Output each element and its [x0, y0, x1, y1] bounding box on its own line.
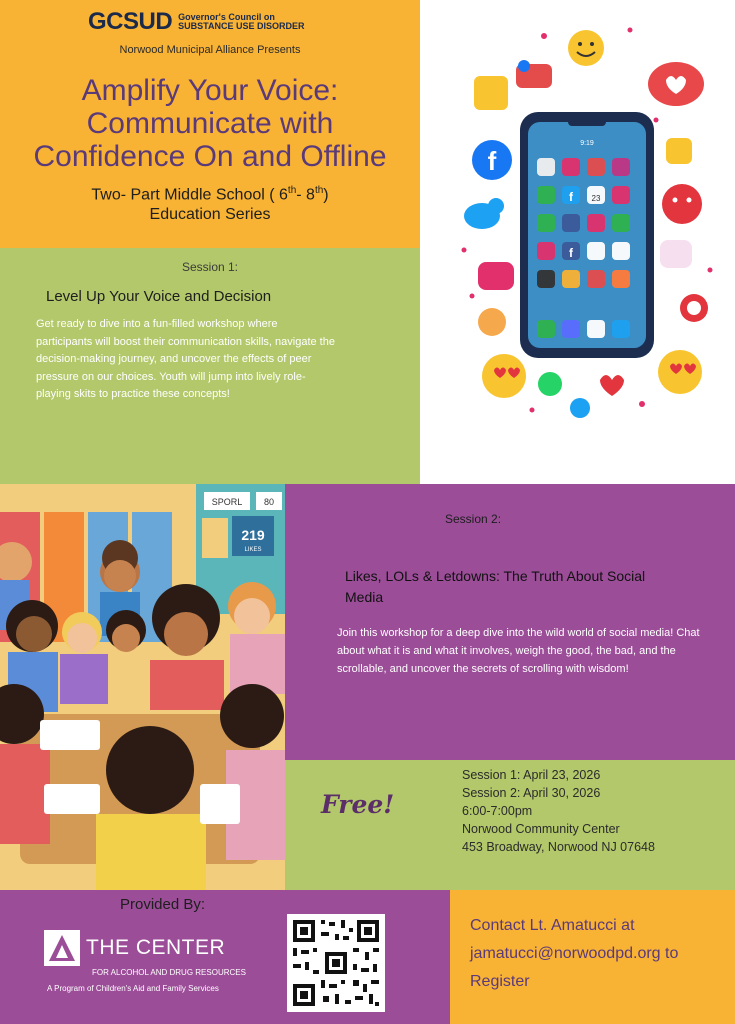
event-details-list	[462, 766, 655, 856]
qr-code[interactable]	[287, 914, 385, 1012]
target-icon	[680, 294, 708, 322]
detail-line: Session 1: April 23, 2026	[462, 768, 601, 782]
whatsapp-icon	[538, 372, 562, 396]
phone-time: 9:19	[580, 140, 594, 147]
notification-icon	[516, 60, 552, 88]
presents-text: Norwood Municipal Alliance Presents	[119, 44, 301, 56]
thumbs-up-icon	[666, 138, 692, 164]
session2-body: Join this workshop for a deep dive into the wild world of social media! Chat about what it is and what it involves, weigh the good, the bad, and the scrollable, and uncover the secrets of scrolling with wisdom!	[337, 627, 700, 675]
chat-bubble-icon	[478, 262, 514, 290]
detail-line: Session 2: April 30, 2026	[462, 786, 601, 800]
calendar-day: 23	[591, 194, 601, 203]
social-media-illustration	[420, 0, 735, 484]
provider-name: THE CENTER	[86, 936, 226, 959]
title-line-3: Confidence On and Offline	[33, 140, 387, 173]
messenger-icon	[570, 398, 590, 418]
heart-eyes-emoji-icon-2	[658, 350, 702, 394]
board-text-3: LIKES	[244, 547, 262, 553]
subtitle-line-2: Education Series	[149, 206, 271, 224]
contact-text: Contact Lt. Amatucci at jamatucci@norwoodpd.org to Register	[470, 917, 679, 990]
event-details-panel	[285, 760, 735, 890]
session1-title: Level Up Your Voice and Decision	[46, 288, 272, 305]
phone-icon	[520, 112, 654, 358]
detail-line: Norwood Community Center	[462, 822, 620, 836]
like-bubble-icon	[660, 240, 692, 268]
smiley-emoji-icon	[568, 30, 604, 66]
logo-acronym: GCSUD	[88, 8, 173, 35]
title-line-2: Communicate with	[86, 107, 334, 140]
facebook-icon	[472, 140, 512, 180]
flower-icon	[478, 308, 506, 336]
angry-emoji-icon	[662, 184, 702, 224]
twitter-bird-icon	[464, 198, 504, 229]
provider-panel	[0, 890, 450, 1024]
session2-title: Likes, LOLs & Letdowns: The Truth About Social Media	[345, 568, 646, 605]
subtitle: Two- Part Middle School ( 6th- 8th) Education Series	[0, 181, 420, 225]
session2-label: Session 2:	[445, 512, 502, 526]
free-badge: Free!	[321, 790, 395, 819]
session1-label: Session 1:	[181, 260, 239, 274]
title-line-1: Amplify Your Voice:	[81, 74, 339, 107]
session1-panel	[0, 248, 420, 484]
the-center-logo	[44, 930, 225, 966]
provided-by-label: Provided By:	[120, 896, 206, 913]
board-text-2: 219	[241, 527, 265, 543]
logo-line1: Governor's Council on	[178, 12, 275, 22]
gcsud-logo	[88, 8, 305, 36]
page-title	[0, 74, 420, 173]
contact-panel	[450, 890, 735, 1024]
heart-eyes-emoji-icon	[482, 354, 526, 398]
session1-body: Get ready to dive into a fun-filled workshop where participants will boost their communication skills, navigate the decision-making journey, and uncover the effects of peer pressure on our choices. Youth will jump into lively role-playing skits to practice these concepts!	[36, 318, 335, 400]
session2-panel	[285, 484, 735, 760]
triangle-a-icon	[44, 930, 80, 966]
robot-emoji-icon	[474, 76, 508, 110]
heart-bubble-icon	[648, 62, 704, 106]
detail-line: 453 Broadway, Norwood NJ 07648	[462, 840, 655, 854]
svg-text:f: f	[569, 246, 573, 260]
provider-subtitle-1: FOR ALCOHOL AND DRUG RESOURCES	[92, 968, 246, 977]
students-illustration	[0, 484, 285, 890]
board-text-4: 80	[263, 497, 275, 507]
svg-text:f: f	[487, 146, 497, 176]
board-text-1: SPORL	[211, 497, 243, 507]
detail-line: 6:00-7:00pm	[462, 804, 533, 818]
provider-subtitle-2: A Program of Children's Aid and Family Services	[47, 984, 219, 993]
red-heart-icon	[600, 375, 624, 396]
svg-text:f: f	[569, 190, 573, 204]
logo-line2: SUBSTANCE USE DISORDER	[178, 21, 305, 31]
header-panel	[0, 0, 420, 248]
